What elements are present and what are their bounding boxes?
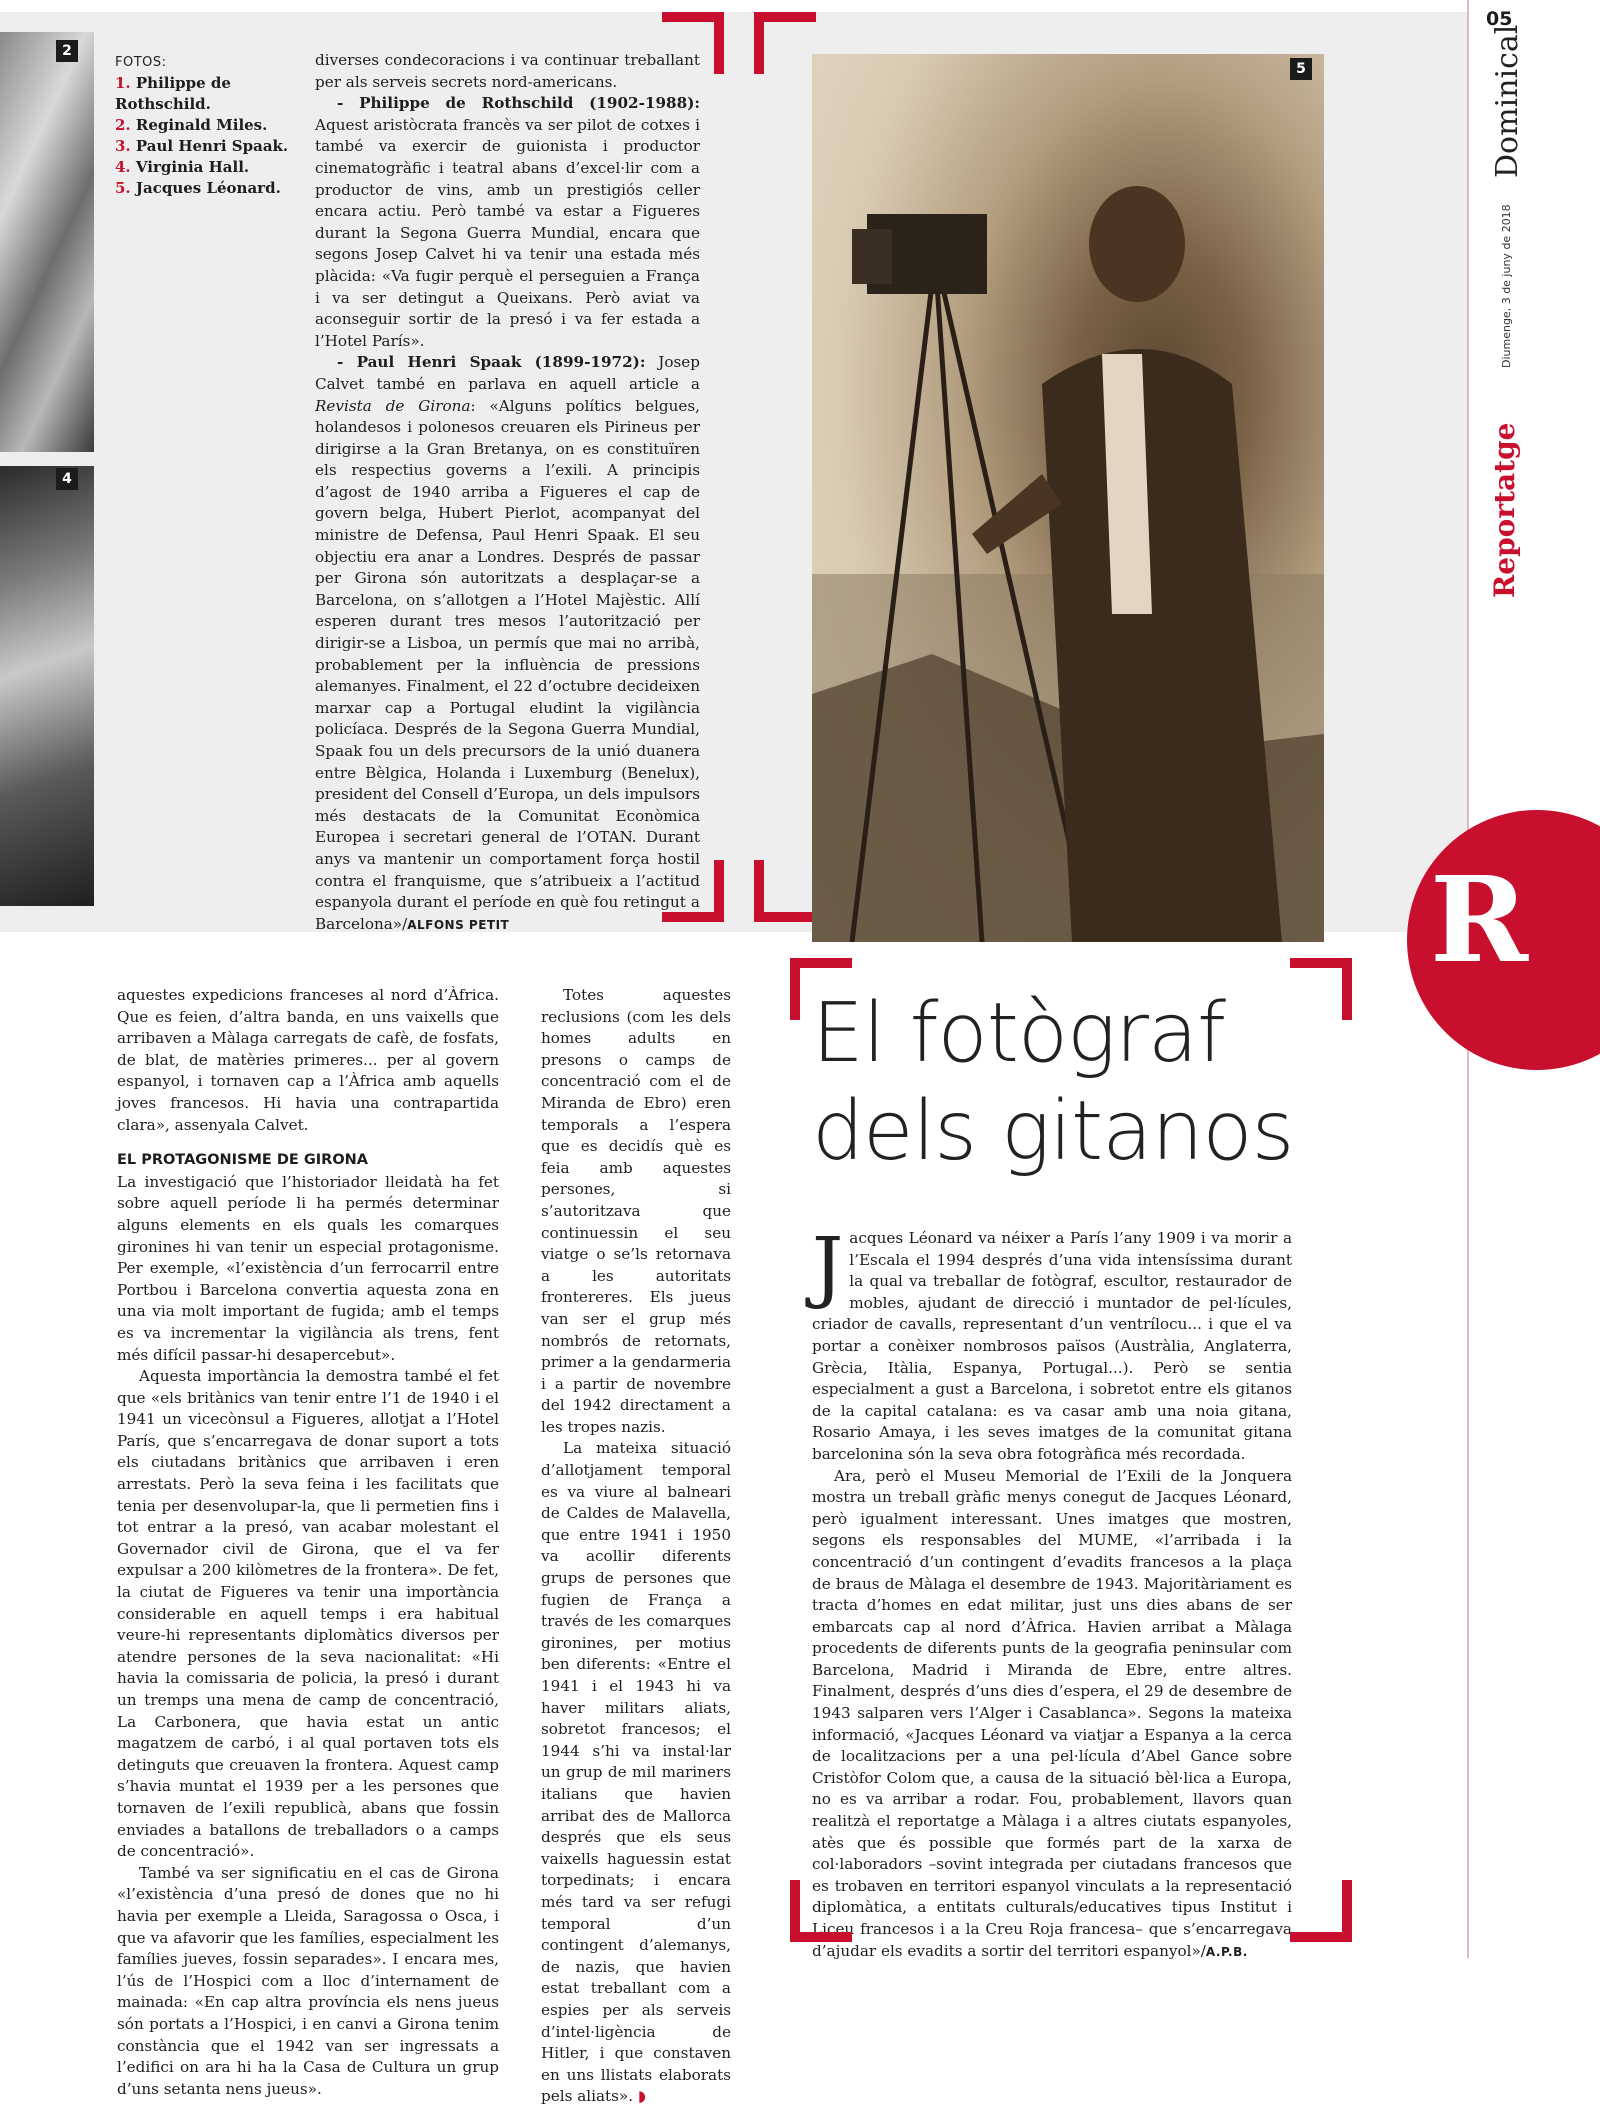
photo-badge-2: 2 [56,40,78,62]
publication-name: Dominical [1490,24,1525,178]
page-number: 05 [1486,8,1513,30]
publication-date: Diumenge, 3 de juny de 2018 [1500,204,1513,368]
corner-bracket [754,860,816,922]
caption-item: 2. Reginald Miles. [115,116,268,134]
section-letter: R [1430,850,1529,989]
sidebox-article [315,50,700,936]
section-name: Reportatge [1488,422,1521,598]
article-column-1 [117,985,499,2100]
corner-bracket [754,12,816,74]
captions-header: FOTOS: [115,55,167,70]
article-column-2 [541,985,731,2108]
feature-headline: El fotògraf dels gitanos [812,986,1294,1179]
corner-bracket [790,1880,852,1942]
caption-item: 4. Virginia Hall. [115,158,250,176]
photo-illustration [812,54,1324,942]
feature-body [812,1222,1292,1963]
column-paragraph: També va ser significatiu en el cas de Girona «l’existència d’una presó de dones que no hi havia per exemple a Lleida, Saragossa o Osca, i que va afavorir que les famílies, especialment les famílies jueves, fossin separades». I encara mes, l’ús de l’Hospici com a lloc d’internament de mainada: «En cap altra província els nens jueus són portats a l’Hospici, i en canvi a Girona tenim constància que el 1942 van ser ingressats a l’edifici on ara hi ha la Casa de Cultura un grup d’uns setanta nens jueus». [117,1863,499,2098]
section-subhead: EL PROTAGONISME DE GIRONA [117,1152,369,1169]
sidebox-paragraph: diverses condecoracions i va continuar treballant per als serveis secrets nord-americans. [315,51,700,91]
feature-paragraph: Ara, però el Museu Memorial de l’Exili de la Jonquera mostra un treball gràfic menys conegut de Jacques Léonard, però igualment interessant. Unes imatges que mostren, segons els responsables del MUME, «l’arribada i la concentració d’un contingent d’evadits francesos a la plaça de braus de Màlaga el desembre de 1943. Majoritàriament es tracta d’homes en edat militar, just uns dies abans de ser embarcats cap al nord d’Àfrica. Havien arribat a Màlaga procedents de diferents punts de la geografia peninsular com Barcelona, Madrid i Miranda de Ebre, entre altres. Finalment, després d’uns dies d’espera, el 29 de desembre de 1943 salparen vers l’Alger i Casablanca». Segons la mateixa informació, «Jacques Léonard va viatjar a Espanya a la cerca de localitzacions per a una pel·lícula d’Abel Gance sobre Cristòfor Colom que, a causa de la situació bèl·lica a Europa, no es va arribar a rodar. Fou, probablement, llavors quan realitzà el reportatge a Màlaga i a altres ciutats espanyoles, atès que és possible que formés part de la xarxa de col·laboradors –sovint integrada per ciutadans francesos que es trobaven en territori espanyol vinculats a la representació diplomàtica, a entitats culturals/educatives tipus Institut i Liceu francesos i a la Creu Roja francesa– que s’encarregava d’ajudar els evadits a sortir del territori espanyol»/A.P.B. [812,1466,1292,1960]
column-paragraph: Aquesta importància la demostra també el fet que «els britànics van tenir entre l’1 de 1940 i el 1941 un vicecònsul a Figueres, allotjat a l’Hotel París, que s’encarregava de donar suport a tots els ciutadans britànics que arribaven i eren arrestats. Però la seva feina i les facilitats que tenia per desenvolupar-la, que li permetien fins i tot entrar a la presó, van acabar molestant el Governador civil de Girona, que el va fer expulsar a 200 kilòmetres de la frontera». De fet, la ciutat de Figueres va tenir una importància considerable en aquell temps i era habitual veure-hi representants diplomàtics diversos per atendre persones de la seva nacionalitat: «Hi havia la comissaria de policia, la presó i durant un tremps una mena de camp de concentració, La Carbonera, que havia estat un antic magatzem de carbó, i al qual portaven tots els detinguts que creuaven la frontera. Aquest camp s’havia muntat el 1939 per a les persones que tornaven de l’exili republicà, abans que fossin enviades a batallons de treballadors o a camps de concentració». [117,1367,499,1861]
column-paragraph: La mateixa situació d’allotjament temporal es va viure al balneari de Caldes de Malavella, que entre 1941 i 1950 va acollir diferents grups de persones que fugien de França a través de les comarques gironines, per motius ben diferents: «Entre el 1941 i el 1943 hi va haver militars aliats, sobretot francesos; el 1944 s’hi va instal·lar un grup de mil mariners italians que havien arribat des de Mallorca després que els seus vaixells haguessin estat torpedinats; i encara més tard va ser refugi temporal d’un contingent d’alemanys, de nazis, que havien estat treballant com a espies per als serveis d’intel·ligència de Hitler, i que constaven en uns llistats elaborats pels aliats». ◗ [541,1439,731,2106]
end-mark: ◗ [637,2087,646,2106]
sidebox-paragraph: - Paul Henri Spaak (1899-1972): Josep Calvet també en parlava en aquell article a Revista de Girona: «Alguns polítics belgues, holandesos i polonesos creuaren els Pirineus per dirigirse a la Gran Bretanya, on es constituïren els respectius governs a l’exili. A principis d’agost de 1940 arriba a Figueres el cap de govern belga, Hubert Pierlot, acompanyat del ministre de Defensa, Paul Henri Spaak. El seu objectiu era anar a Londres. Després de passar per Girona són autoritzats a desplaçar-se a Barcelona, on s’allotgen a l’Hotel Majèstic. Allí esperen durant tres mesos l’autorització per dirigir-se a Lisboa, un permís que mai no arribà, probablement per la influència de pressions alemanyes. Finalment, el 22 d’octubre decideixen marxar cap a Portugal eludint la vigilància policíaca. Després de la Segona Guerra Mundial, Spaak fou un dels precursors de la unió duanera entre Bèlgica, Holanda i Luxemburg (Benelux), president del Consell d’Europa, un dels impulsors més destacats de la Comunitat Econòmica Europea i secretari general de l’OTAN. Durant anys va mantenir un comportament força hostil contra el franquisme, que s’atribueix a l’actitud espanyola durant el període en què fou retingut a Barcelona»/ALFONS PETIT [315,353,700,933]
caption-item: 3. Paul Henri Spaak. [115,137,289,155]
caption-item: 5. Jacques Léonard. [115,179,281,197]
sidebox-signature: ALFONS PETIT [407,917,510,932]
caption-item: 1. Philippe de Rothschild. [115,74,231,113]
corner-bracket [662,860,724,922]
corner-bracket [1290,1880,1352,1942]
feature-paragraph: Jacques Léonard va néixer a París l’any 1909 i va morir a l’Escala el 1994 després d’una vida intensíssima durant la qual va treballar de fotògraf, escultor, restaurador de mobles, ajudant de direcció i muntador de pel·lícules, criador de cavalls, representant d’un ventrílocu... i que el va portar a conèixer nombrosos països (Austràlia, Anglaterra, Grècia, Itàlia, Espanya, Portugal...). Però se sentia especialment a gust a Barcelona, i sobretot entre els gitanos de la capital catalana: es va casar amb una noia gitana, Rosario Amaya, i les seves imatges de la comunitat gitana barcelonina són la seva obra fotogràfica més recordada. [812,1222,1292,1463]
corner-bracket [790,958,852,1020]
column-paragraph: Totes aquestes reclusions (com les dels homes adults en presons o camps de concentració com el de Miranda de Ebro) eren temporals a l’espera que es decidís què es feia amb aquestes persones, si s’autoritzava que continuessin el seu viatge o se’ls retornava a les autoritats frontereres. Els jueus van ser el grup més nombrós de retornats, primer a la gendarmeria i a partir de novembre del 1942 directament a les tropes nazis. [541,986,731,1436]
photo-virginia-hall [0,466,94,906]
photo-captions [115,52,290,199]
photo-jacques-leonard [812,54,1324,942]
feature-signature: A.P.B. [1205,1944,1248,1959]
photo-badge-5: 5 [1290,58,1312,80]
photo-reginald-miles [0,32,94,452]
drop-cap: J [812,1222,844,1312]
corner-bracket [662,12,724,74]
photo-badge-4: 4 [56,468,78,490]
column-paragraph: La investigació que l’historiador lleidatà ha fet sobre aquell període li ha permés determinar alguns elements en els quals les comarques gironines hi van tenir un especial protagonisme. Per exemple, «l’existència d’un ferrocarril entre Portbou i Barcelona convertia aquesta zona en una via molt important de fugida; amb el temps es va incrementar la vigilància als trens, fent més difícil passar-hi desapercebut». [117,1172,499,1364]
sidebox-paragraph: - Philippe de Rothschild (1902-1988): Aquest aristòcrata francès va ser pilot de cotxes i també va exercir de guionista i productor cinematogràfic i teatral abans d’excel·lir com a productor de vins, amb un prestigiós celler encara actiu. Però també va estar a Figueres durant la Segona Guerra Mundial, encara que segons Josep Calvet hi va tenir una estada més plàcida: «Va fugir perquè el perseguien a França i va ser detingut a Queixans. Però aviat va aconseguir sortir de la presó i va fer estada a l’Hotel París». [315,94,700,350]
column-paragraph: aquestes expedicions franceses al nord d’Àfrica. Que es feien, d’altra banda, en uns vaixells que arribaven a Màlaga carregats de cafè, de fosfats, de blat, de matèries primeres... per al govern espanyol, i tornaven cap a l’Àfrica amb aquells joves francesos. Hi havia una contrapartida clara», assenyala Calvet. [117,986,499,1134]
corner-bracket [1290,958,1352,1020]
